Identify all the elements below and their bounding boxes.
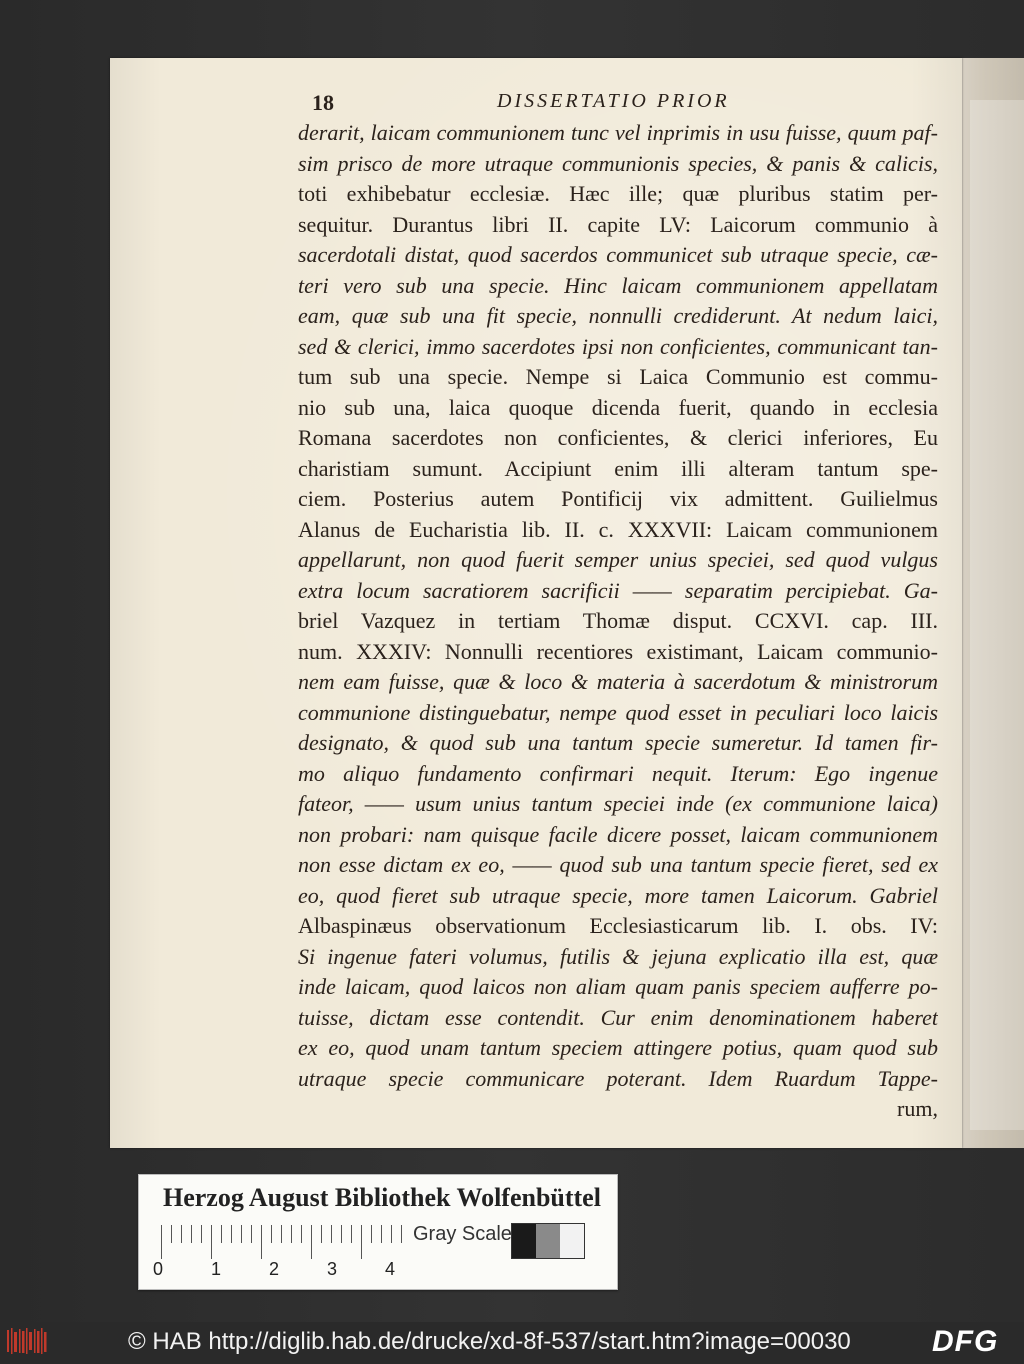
ruler-numbers xyxy=(153,1259,413,1283)
text-line: eam, quæ sub una fit specie, nonnulli crediderunt. At nedum laici, xyxy=(298,303,938,328)
text-line: derarit, laicam communionem tunc vel inprimis in usu fuisse, quum paf- xyxy=(298,120,938,145)
text-line: sed & clerici, immo sacerdotes ipsi non conficientes, communicant tan- xyxy=(298,333,938,359)
text-line: fateor, —— usum unius tantum speciei inde (ex communione laica) xyxy=(298,791,938,816)
ruler-tick xyxy=(191,1225,192,1243)
text-line: charistiam sumunt. Accipiunt enim illi alteram tantum spe- xyxy=(298,455,938,481)
library-name: Herzog August Bibliothek Wolfenbüttel xyxy=(163,1183,601,1212)
ruler-tick xyxy=(171,1225,172,1243)
text-line: teri vero sub una specie. Hinc laicam communionem appellatam xyxy=(298,272,938,298)
text-line: rum, xyxy=(897,1096,938,1121)
text-line: nio sub una, laica quoque dicenda fuerit, quando in ecclesia xyxy=(298,394,938,420)
text-line: tuisse, dictam esse contendit. Cur enim denominationem haberet xyxy=(298,1004,938,1030)
running-head: DISSERTATIO PRIOR xyxy=(497,90,730,112)
ruler-tick xyxy=(361,1225,362,1259)
ruler-tick xyxy=(261,1225,262,1259)
barcode-icon xyxy=(6,1326,48,1356)
text-line: Romana sacerdotes non conficientes, & clerici inferiores, Eu xyxy=(298,425,938,450)
facing-page-sheet xyxy=(970,100,1024,1130)
ruler-tick xyxy=(301,1225,302,1243)
text-line: inde laicam, quod laicos non aliam quam panis speciem aufferre po- xyxy=(298,974,938,999)
text-line: Alanus de Eucharistia lib. II. c. XXXVII: Laicam communionem xyxy=(298,516,938,542)
ruler-tick xyxy=(251,1225,252,1243)
gray-swatch xyxy=(512,1224,536,1258)
ruler-tick xyxy=(371,1225,372,1243)
ruler-tick xyxy=(281,1225,282,1243)
text-line: extra locum sacratiorem sacrificii —— separatim percipiebat. Ga- xyxy=(298,577,938,603)
text-line: mo aliquo fundamento confirmari nequit. Iterum: Ego ingenue xyxy=(298,760,938,786)
ruler-number: 1 xyxy=(211,1259,222,1279)
ruler-tick xyxy=(401,1225,402,1243)
ruler-number: 2 xyxy=(269,1259,280,1279)
text-line: Si ingenue fateri volumus, futilis & jejuna explicatio illa est, quæ xyxy=(298,943,938,969)
body-text xyxy=(298,118,938,1125)
gray-scale-swatches xyxy=(511,1223,585,1259)
ruler-tick xyxy=(181,1225,182,1243)
text-line: eo, quod fieret sub utraque specie, more tamen Laicorum. Gabriel xyxy=(298,882,938,908)
text-line: nem eam fuisse, quæ & loco & materia à sacerdotum & ministrorum xyxy=(298,669,938,694)
text-line: briel Vazquez in tertiam Thomæ disput. CCXVI. cap. III. xyxy=(298,608,938,633)
ruler-tick xyxy=(331,1225,332,1243)
gray-swatch xyxy=(560,1224,584,1258)
ruler-tick xyxy=(241,1225,242,1243)
text-line: appellarunt, non quod fuerit semper unius speciei, sed quod vulgus xyxy=(298,547,938,572)
ruler-tick xyxy=(321,1225,322,1243)
ruler-tick xyxy=(391,1225,392,1243)
copyright-link[interactable]: © HAB http://diglib.hab.de/drucke/xd-8f-537/start.htm?image=00030 xyxy=(128,1328,851,1355)
ruler-tick xyxy=(211,1225,212,1259)
ruler-tick xyxy=(381,1225,382,1243)
ruler-tick xyxy=(271,1225,272,1243)
ruler-tick xyxy=(231,1225,232,1243)
gray-swatch xyxy=(536,1224,560,1258)
ruler-tick xyxy=(201,1225,202,1243)
text-line: communione distinguebatur, nempe quod esset in peculiari loco laicis xyxy=(298,699,938,725)
text-line: toti exhibebatur ecclesiæ. Hæc ille; quæ pluribus statim per- xyxy=(298,181,938,206)
text-line: num. XXXIV: Nonnulli recentiores existimant, Laicam communio- xyxy=(298,638,938,664)
text-line: non esse dictam ex eo, —— quod sub una tantum specie fieret, sed ex xyxy=(298,852,938,877)
text-line: Albaspinæus observationum Ecclesiasticarum lib. I. obs. IV: xyxy=(298,913,938,938)
ruler-number: 4 xyxy=(385,1259,396,1279)
text-line: sacerdotali distat, quod sacerdos communicet sub utraque specie, cæ- xyxy=(298,242,938,267)
text-line: sim prisco de more utraque communionis species, & panis & calicis, xyxy=(298,150,938,176)
ruler-tick xyxy=(291,1225,292,1243)
text-line: non probari: nam quisque facile dicere posset, laicam communionem xyxy=(298,821,938,847)
ruler-number: 0 xyxy=(153,1259,164,1279)
text-line: designato, & quod sub una tantum specie sumeretur. Id tamen fir- xyxy=(298,730,938,755)
text-line: utraque specie communicare poterant. Idem Ruardum Tappe- xyxy=(298,1065,938,1091)
text-line: tum sub una specie. Nempe si Laica Communio est commu- xyxy=(298,364,938,389)
ruler-number: 3 xyxy=(327,1259,338,1279)
ruler-tick xyxy=(351,1225,352,1243)
ruler-tick xyxy=(341,1225,342,1243)
ruler-tick xyxy=(161,1225,162,1259)
text-line: ex eo, quod unam tantum speciem attingere potius, quam quod sub xyxy=(298,1035,938,1060)
ruler-tick xyxy=(311,1225,312,1259)
gray-scale-label: Gray Scale xyxy=(413,1223,512,1245)
dfg-logo: DFG xyxy=(932,1325,999,1358)
text-line: sequitur. Durantus libri II. capite LV: Laicorum communio à xyxy=(298,211,938,237)
text-line: ciem. Posterius autem Pontificij vix admittent. Guilielmus xyxy=(298,486,938,511)
page-header xyxy=(312,90,912,116)
ruler-scale xyxy=(161,1225,401,1259)
library-reference-card xyxy=(138,1174,618,1290)
ruler-tick xyxy=(221,1225,222,1243)
page-number: 18 xyxy=(312,90,334,115)
